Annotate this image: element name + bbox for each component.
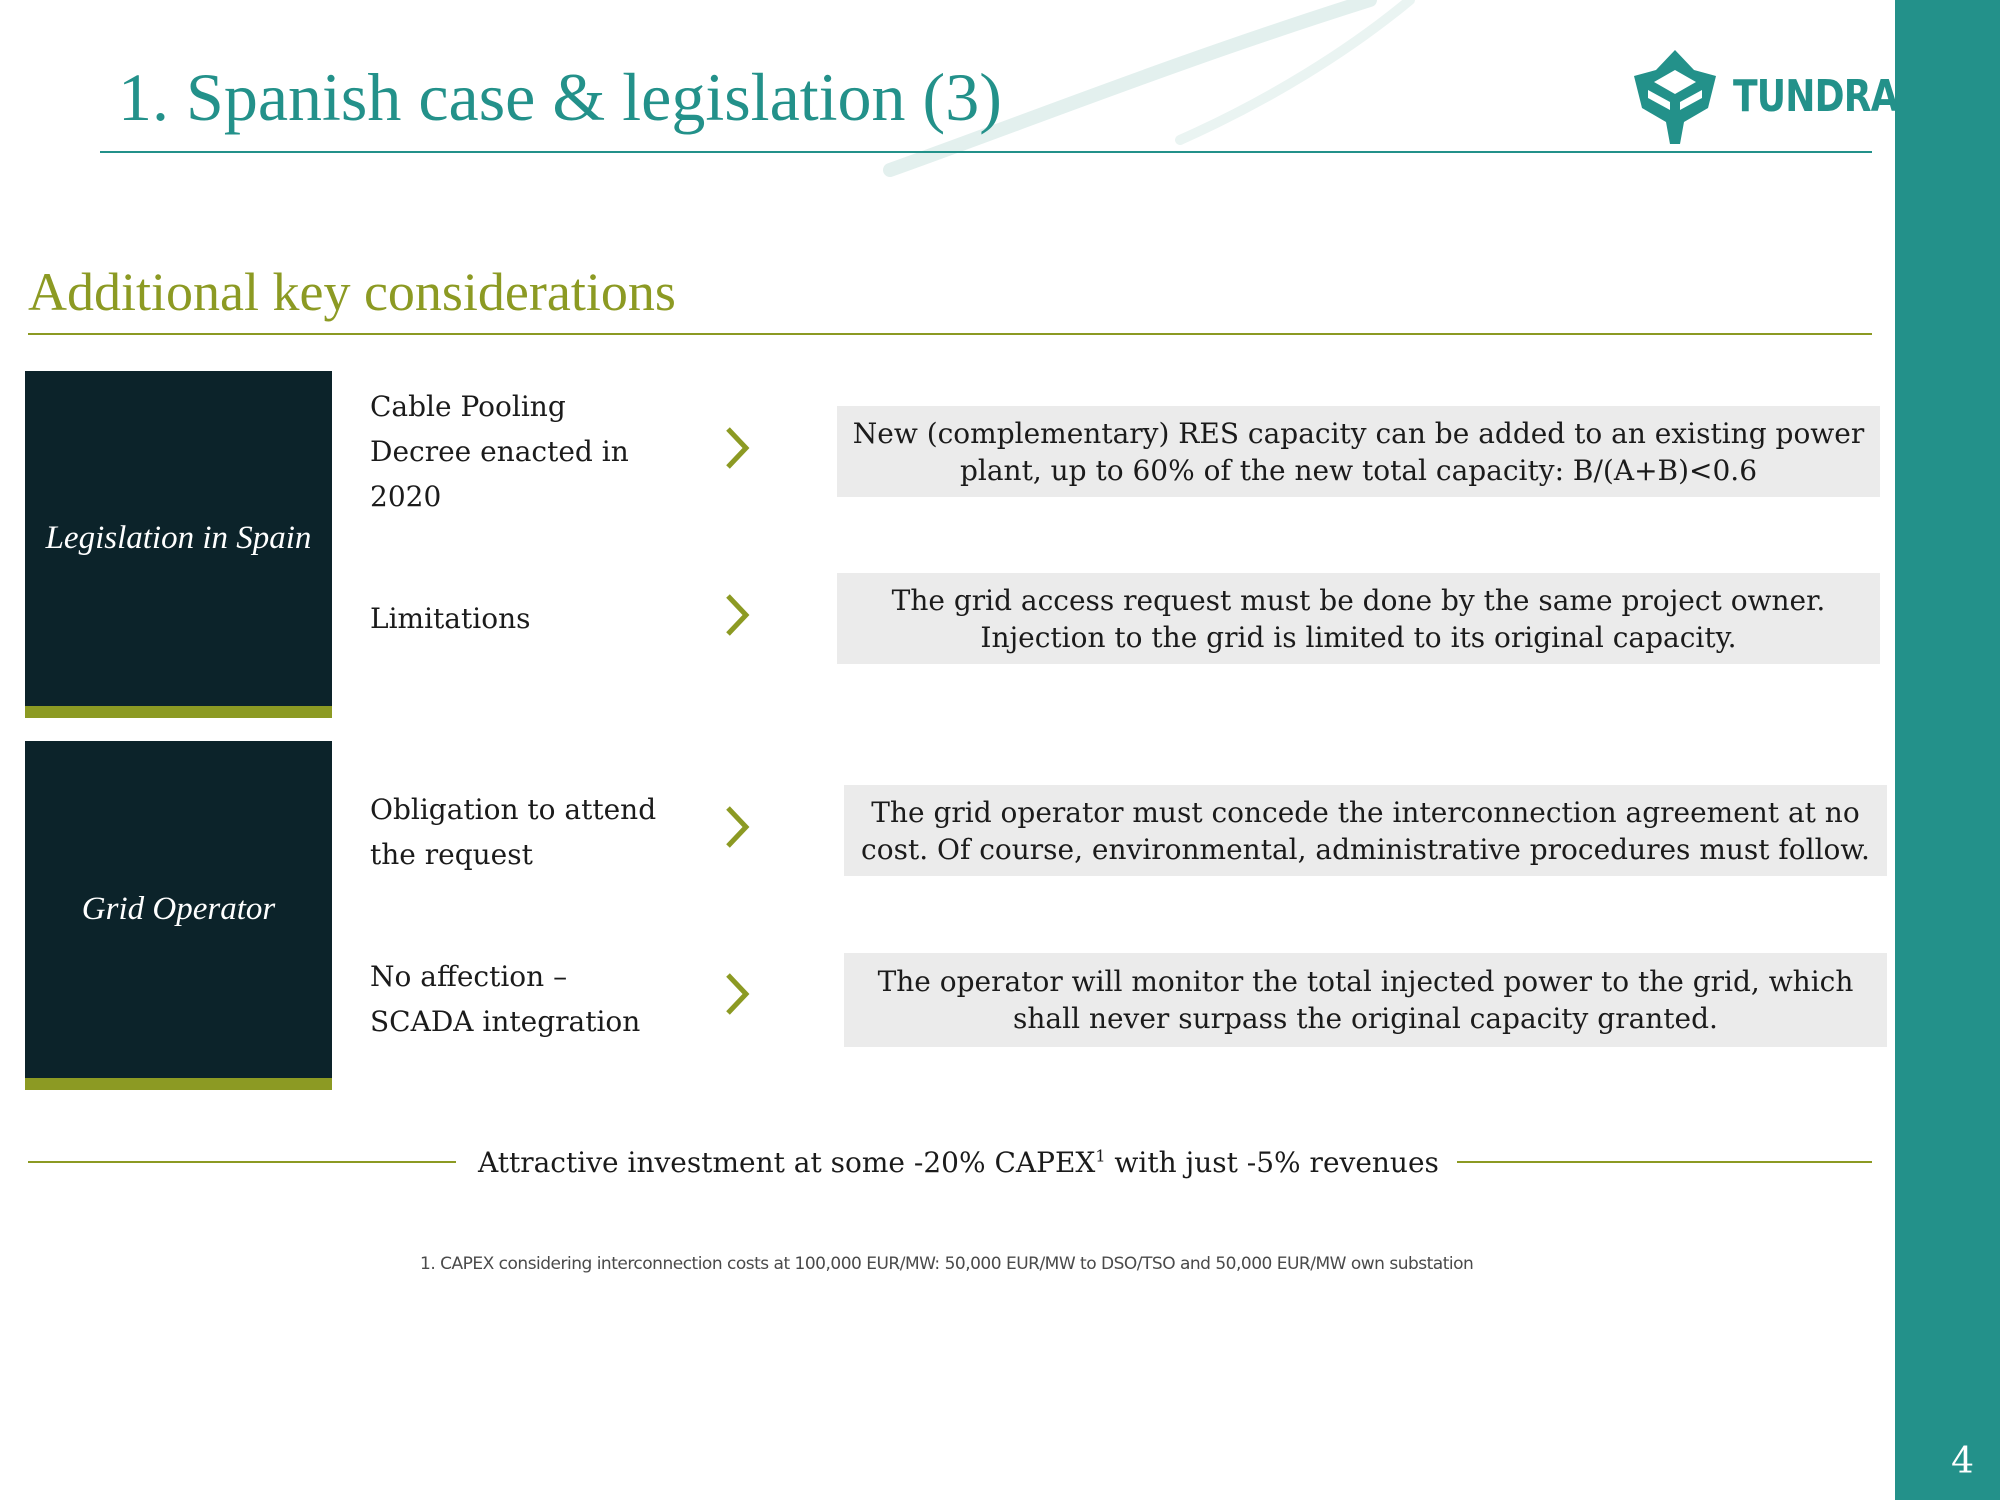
section-divider	[28, 333, 1872, 335]
conclusion-divider-right	[1457, 1161, 1872, 1163]
logo-text: TUNDRA	[1733, 70, 1898, 122]
conclusion-tail: with just -5% revenues	[1105, 1146, 1439, 1179]
chevron-right-icon	[718, 423, 758, 473]
topic-obligation: Obligation to attend the request	[370, 793, 657, 871]
description-text: New (complementary) RES capacity can be added to an existing power plant, up to 60% of the new total capacity: B/(A+B)<0.6	[852, 416, 1865, 487]
description-box	[844, 785, 1887, 876]
conclusion-text	[478, 1146, 1439, 1179]
company-logo	[1628, 46, 1934, 146]
description-text: The grid operator must concede the interconnection agreement at no cost. Of course, environmental, administrative procedures must follow.	[861, 795, 1870, 866]
section-heading: Additional key considerations	[28, 262, 676, 322]
chevron-right-icon	[718, 590, 758, 640]
description-box	[837, 406, 1880, 497]
description-box	[837, 573, 1880, 664]
description-text: The grid access request must be done by the same project owner. Injection to the grid is limited to its original capacity.	[891, 583, 1826, 654]
category-legislation-in-spain	[25, 371, 332, 718]
category-label: Grid Operator	[81, 891, 276, 927]
topic-no-affection: No affection – SCADA integration	[370, 960, 641, 1038]
chevron-right-icon	[718, 969, 758, 1019]
side-bar	[1895, 0, 2000, 1500]
conclusion-divider-left	[28, 1161, 456, 1163]
conclusion-main: Attractive investment at some -20% CAPEX	[478, 1146, 1096, 1179]
chevron-right-icon	[718, 802, 758, 852]
slide-title: 1. Spanish case & legislation (3)	[118, 59, 1002, 135]
category-label: Legislation in Spain	[45, 520, 312, 556]
footnote-reference: 1	[1095, 1146, 1106, 1166]
title-divider	[100, 151, 1872, 153]
description-box	[844, 953, 1887, 1047]
topic-cable-pooling: Cable Pooling Decree enacted in 2020	[370, 390, 629, 513]
category-grid-operator	[25, 741, 332, 1090]
description-text: The operator will monitor the total injected power to the grid, which shall never surpass the original capacity granted.	[877, 965, 1854, 1035]
footnote: 1. CAPEX considering interconnection costs at 100,000 EUR/MW: 50,000 EUR/MW to DSO/TSO and 50,000 EUR/MW own substation	[420, 1254, 1474, 1274]
tundra-logo-icon	[1628, 46, 1723, 146]
page-number: 4	[1951, 1441, 1974, 1482]
topic-limitations: Limitations	[370, 602, 531, 635]
